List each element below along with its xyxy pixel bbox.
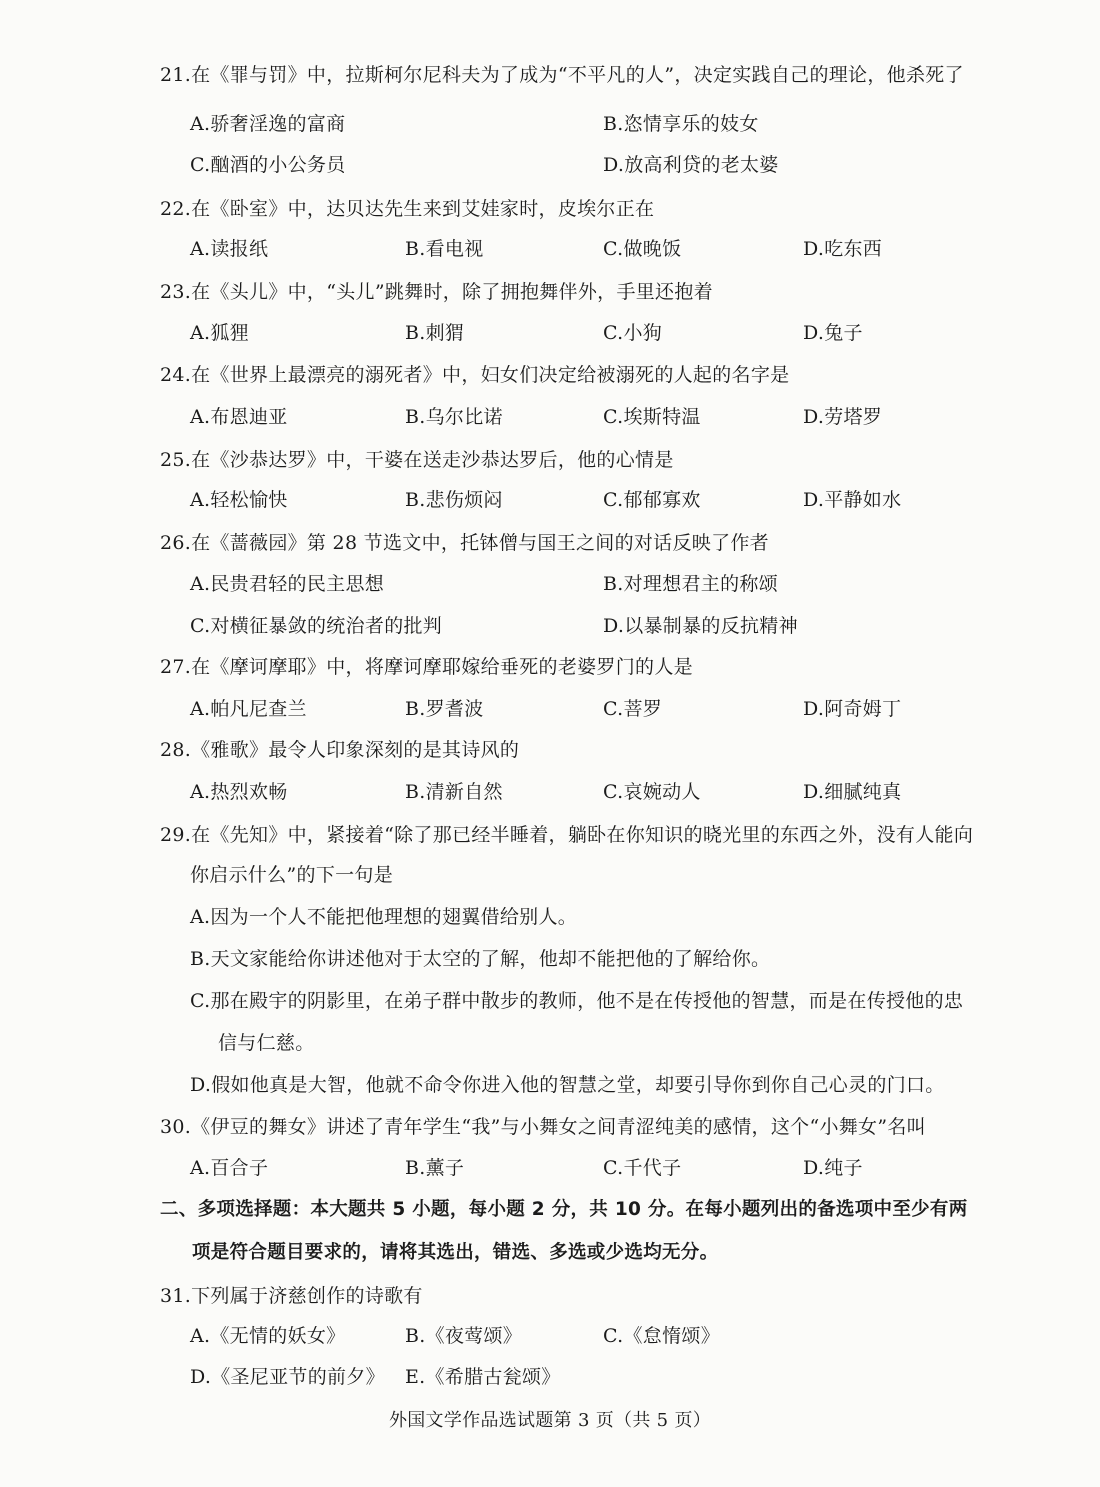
question-23-option-a: A.狐狸 [190,322,249,344]
question-25-stem: 25.在《沙恭达罗》中，干婆在送走沙恭达罗后，他的心情是 [160,449,674,471]
question-29-stem: 29.在《先知》中，紧接着“除了那已经半睡着，躺卧在你知识的晓光里的东西之外，没有人能向 [160,824,974,846]
question-24-option-d: D.劳塔罗 [803,406,883,428]
question-23-stem: 23.在《头儿》中，“头儿”跳舞时，除了拥抱舞伴外，手里还抱着 [160,281,713,303]
question-25-option-b: B.悲伤烦闷 [405,489,503,511]
question-27-option-b: B.罗耆波 [405,698,484,720]
question-24-option-c: C.埃斯特温 [603,406,701,428]
question-29-option-a: A.因为一个人不能把他理想的翅翼借给别人。 [190,906,578,928]
question-28-option-d: D.细腻纯真 [803,781,902,803]
question-27-option-a: A.帕凡尼查兰 [190,698,307,720]
question-28-option-c: C.哀婉动人 [603,781,701,803]
question-30-option-a: A.百合子 [190,1157,269,1179]
question-31-option-d: D.《圣尼亚节的前夕》 [190,1366,385,1388]
question-26-option-c: C.对横征暴敛的统治者的批判 [190,615,443,637]
question-29-option-c: C.那在殿宇的阴影里，在弟子群中散步的教师，他不是在传授他的智慧，而是在传授他的忠 [190,990,964,1012]
question-21-option-c: C.酗酒的小公务员 [190,154,346,176]
question-29-stem-continued: 你启示什么”的下一句是 [190,864,394,886]
question-22-option-d: D.吃东西 [803,238,883,260]
question-26-option-d: D.以暴制暴的反抗精神 [603,615,798,637]
question-25-option-c: C.郁郁寡欢 [603,489,701,511]
question-31-option-c: C.《怠惰颂》 [603,1325,721,1347]
question-30-option-c: C.千代子 [603,1157,682,1179]
question-27-option-c: C.菩罗 [603,698,663,720]
question-27-option-d: D.阿奇姆丁 [803,698,902,720]
question-21-option-d: D.放高利贷的老太婆 [603,154,779,176]
question-25-option-d: D.平静如水 [803,489,902,511]
question-22-option-b: B.看电视 [405,238,484,260]
section-2-heading-continued: 项是符合题目要求的，请将其选出，错选、多选或少选均无分。 [192,1242,719,1263]
question-24-stem: 24.在《世界上最漂亮的溺死者》中，妇女们决定给被溺死的人起的名字是 [160,364,790,386]
question-27-stem: 27.在《摩诃摩耶》中，将摩诃摩耶嫁给垂死的老婆罗门的人是 [160,656,693,678]
question-25-option-a: A.轻松愉快 [190,489,288,511]
question-26-option-a: A.民贵君轻的民主思想 [190,573,385,595]
question-29-option-c-continued: 信与仁慈。 [218,1032,315,1054]
question-31-stem: 31.下列属于济慈创作的诗歌有 [160,1285,423,1307]
question-30-option-b: B.薰子 [405,1157,465,1179]
question-22-option-c: C.做晚饭 [603,238,682,260]
question-29-option-d: D.假如他真是大智，他就不命令你进入他的智慧之堂，却要引导你到你自己心灵的门口。 [190,1074,945,1096]
question-24-option-b: B.乌尔比诺 [405,406,503,428]
question-23-option-d: D.兔子 [803,322,863,344]
question-31-option-b: B.《夜莺颂》 [405,1325,523,1347]
question-21-option-b: B.恣情享乐的妓女 [603,113,759,135]
question-21-stem: 21.在《罪与罚》中，拉斯柯尔尼科夫为了成为“不平凡的人”，决定实践自己的理论，他杀死了 [160,64,964,86]
question-26-stem: 26.在《蔷薇园》第 28 节选文中，托钵僧与国王之间的对话反映了作者 [160,532,769,554]
question-22-option-a: A.读报纸 [190,238,269,260]
question-29-option-b: B.天文家能给你讲述他对于太空的了解，他却不能把他的了解给你。 [190,948,771,970]
question-30-stem: 30.《伊豆的舞女》讲述了青年学生“我”与小舞女之间青涩纯美的感情，这个“小舞女”名叫 [160,1116,926,1138]
question-24-option-a: A.布恩迪亚 [190,406,288,428]
section-2-heading: 二、多项选择题：本大题共 5 小题，每小题 2 分，共 10 分。在每小题列出的备选项中至少有两 [160,1199,968,1220]
question-28-option-a: A.热烈欢畅 [190,781,288,803]
question-22-stem: 22.在《卧室》中，达贝达先生来到艾娃家时，皮埃尔正在 [160,198,655,220]
question-23-option-b: B.刺猬 [405,322,465,344]
question-21-option-a: A.骄奢淫逸的富商 [190,113,346,135]
question-28-stem: 28.《雅歌》最令人印象深刻的是其诗风的 [160,739,520,761]
question-31-option-a: A.《无情的妖女》 [190,1325,346,1347]
page-footer: 外国文学作品选试题第 3 页（共 5 页） [388,1410,712,1431]
question-28-option-b: B.清新自然 [405,781,503,803]
question-23-option-c: C.小狗 [603,322,663,344]
question-26-option-b: B.对理想君主的称颂 [603,573,779,595]
question-30-option-d: D.纯子 [803,1157,863,1179]
question-31-option-e: E.《希腊古瓮颂》 [405,1366,561,1388]
